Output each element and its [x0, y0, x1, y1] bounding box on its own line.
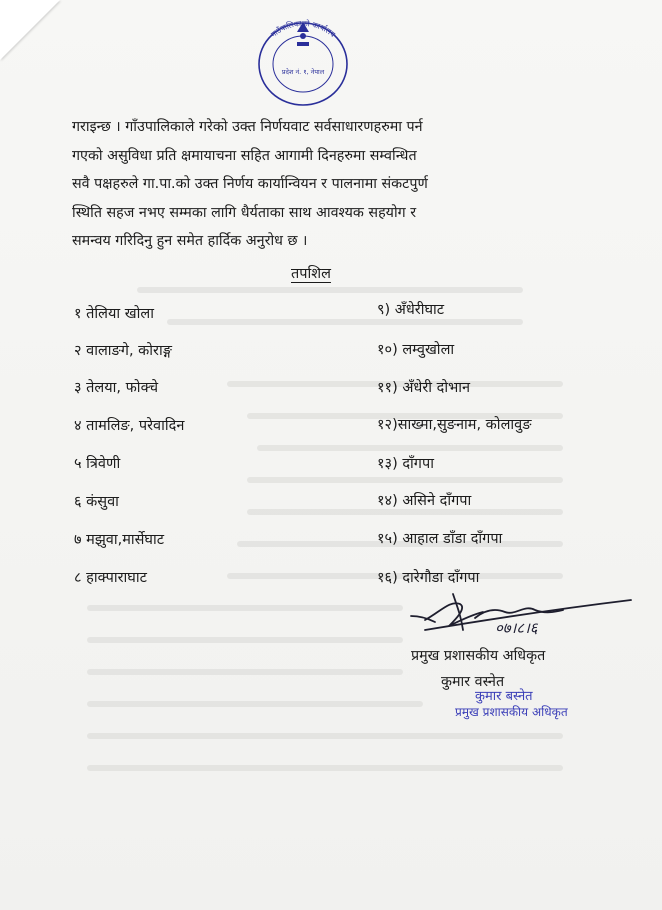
signature-block: [405, 590, 645, 730]
list-item: ६ कंसुवा: [74, 494, 119, 510]
stamp-inner-text: प्रदेश नं. १, नेपाल: [281, 68, 325, 76]
body-line-4: स्थिति सहज नभए सम्मका लागि धैर्यताका साथ आवश्यक सहयोग र: [72, 204, 417, 221]
list-item: ११) अँधेरी दोभान: [377, 380, 471, 396]
body-line-2: गएको असुविधा प्रति क्षमायाचना सहित आगामी दिनहरुमा सम्वन्धित: [72, 147, 417, 164]
signatory-name: कुमार वस्नेत: [441, 674, 505, 690]
list-item: १०) लम्वुखोला: [377, 342, 455, 358]
title-stamp: प्रमुख प्रशासकीय अधिकृत: [455, 705, 568, 719]
body-paragraph: [72, 113, 572, 256]
list-item: १ तेलिया खोला: [74, 306, 154, 322]
list-heading: तपशिल: [291, 266, 331, 282]
official-stamp: [248, 12, 358, 112]
list-item: १३) दाँगपा: [377, 456, 434, 472]
list-item: ४ तामलिङ, परेवादिन: [74, 418, 185, 434]
body-line-1: गराइन्छ । गाँउपालिकाले गरेको उक्त निर्णयवाट सर्वसाधारणहरुमा पर्न: [72, 119, 423, 135]
list-item: ३ तेलया, फोक्चे: [74, 380, 159, 396]
list-item: ९) अँधेरीघाट: [377, 302, 445, 318]
list-item: १२)साख्मा,सुङनाम, कोलावुङ: [377, 417, 532, 433]
list-item: १६) दारेगौडा दाँगपा: [377, 570, 480, 586]
list-item: ८ हाक्पाराघाट: [74, 570, 147, 586]
list-item: ७ मझुवा,मार्सेघाट: [74, 532, 165, 548]
list-item: ५ त्रिवेणी: [74, 456, 121, 472]
body-line-3: सवै पक्षहरुले गा.पा.को उक्त निर्णय कार्यान्वियन र पालनामा संकटपुर्ण: [72, 176, 428, 192]
list-item: १४) असिने दाँगपा: [377, 493, 472, 509]
signatory-title: प्रमुख प्रशासकीय अधिकृत: [411, 648, 546, 664]
stamp-ring-text: गाउँपालिकाको कार्यालय: [269, 18, 338, 40]
signature-date: ०७।८।६: [495, 619, 538, 637]
list-item: २ वालाङगे, कोराङ्ग: [74, 343, 172, 359]
name-stamp: कुमार बस्नेत: [475, 689, 533, 704]
list-item: १५) आहाल डाँडा दाँगपा: [377, 531, 503, 547]
body-line-5: समन्वय गरिदिनु हुन समेत हार्दिक अनुरोध छ ।: [72, 233, 308, 249]
